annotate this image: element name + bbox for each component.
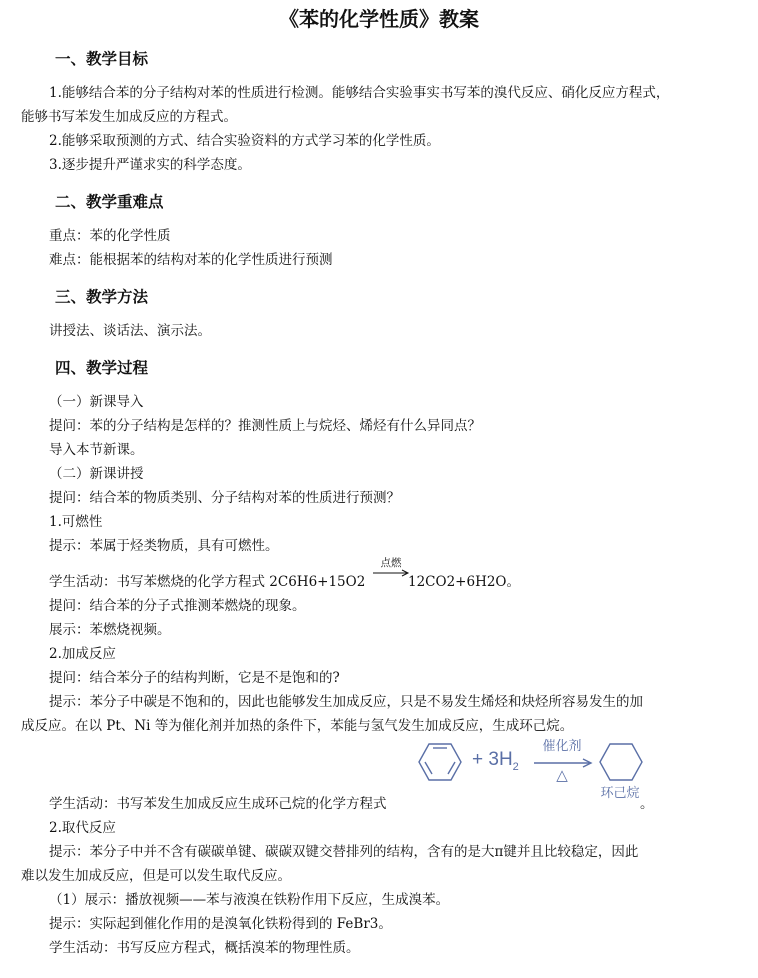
methods-line: 讲授法、谈话法、演示法。 [49, 323, 211, 339]
process-line: 提示：苯分子中并不含有碳碳单键、碳碳双键交替排列的结构，含有的是大π键并且比较稳定，因此 [49, 844, 639, 860]
section-heading-methods: 三、教学方法 [55, 287, 149, 306]
hydrogenation-reaction-diagram [414, 736, 646, 808]
process-line: （二）新课讲授 [49, 466, 144, 482]
goal-line-1-cont: 能够书写苯发生加成反应的方程式。 [21, 109, 237, 125]
process-line: 学生活动：书写苯发生加成反应生成环己烷的化学方程式 [49, 796, 387, 812]
goal-line-2: 2.能够采取预测的方式、结合实验资料的方式学习苯的化学性质。 [49, 133, 440, 149]
reagent-hydrogen [472, 749, 519, 778]
combustion-equation-left: 学生活动：书写苯燃烧的化学方程式 2C6H6+15O2 [49, 574, 366, 590]
process-line: 提问：结合苯的物质类别、分子结构对苯的性质进行预测？ [49, 490, 400, 506]
process-line: 提示：实际起到催化作用的是溴氧化铁粉得到的 FeBr3。 [49, 916, 392, 932]
combustion-condition: 点燃 [380, 557, 402, 569]
process-line: 提问：结合苯的分子式推测苯燃烧的现象。 [49, 598, 306, 614]
process-line: 导入本节新课。 [49, 442, 144, 458]
process-line: 2.取代反应 [49, 820, 116, 836]
reagent-subscript: 2 [512, 760, 519, 773]
benzene-ring-icon [419, 744, 461, 780]
process-line: 提问：苯的分子结构是怎样的？推测性质上与烷烃、烯烃有什么异同点？ [49, 418, 481, 434]
goal-line-3: 3.逐步提升严谨求实的科学态度。 [49, 157, 251, 173]
combustion-equation-right: 12CO2+6H2O。 [408, 574, 520, 590]
catalyst-label: 催化剂 [542, 739, 582, 754]
section-heading-process: 四、教学过程 [55, 358, 149, 377]
difficulty-line: 难点：能根据苯的结构对苯的化学性质进行预测 [49, 252, 333, 268]
process-line: （一）新课导入 [49, 394, 144, 410]
heat-symbol: △ [556, 766, 568, 784]
section-heading-goals: 一、教学目标 [55, 49, 149, 68]
section-heading-key-points: 二、教学重难点 [55, 192, 164, 211]
process-line: 提示：苯属于烃类物质，具有可燃性。 [49, 538, 279, 554]
cyclohexane-ring-icon [600, 744, 642, 780]
page-title: 《苯的化学性质》教案 [279, 7, 479, 31]
process-line: 提示：苯分子中碳是不饱和的，因此也能够发生加成反应，只是不易发生烯烃和炔烃所容易发生的加 [49, 694, 643, 710]
combustion-arrow [371, 557, 411, 581]
arrow-icon [371, 569, 411, 579]
process-line: 学生活动：书写反应方程式，概括溴苯的物理性质。 [49, 940, 360, 956]
goal-line-1: 1.能够结合苯的分子结构对苯的性质进行检测。能够结合实验事实书写苯的溴代反应、硝化反应方程式， [49, 85, 670, 101]
process-line: （1）展示：播放视频——苯与液溴在铁粉作用下反应，生成溴苯。 [49, 892, 450, 908]
process-line: 提问：结合苯分子的结构判断，它是不是饱和的? [49, 670, 340, 686]
period-mark: 。 [640, 796, 654, 812]
process-line: 成反应。在以 Pt、Ni 等为催化剂并加热的条件下，苯能与氢气发生加成反应，生成环己烷。 [21, 718, 574, 734]
reagent-text: + 3H [472, 749, 513, 770]
key-point-line: 重点：苯的化学性质 [49, 228, 171, 244]
process-line: 2.加成反应 [49, 646, 116, 662]
process-line: 展示：苯燃烧视频。 [49, 622, 171, 638]
product-label: 环己烷 [600, 786, 640, 801]
process-line: 1.可燃性 [49, 514, 103, 530]
process-line: 难以发生加成反应，但是可以发生取代反应。 [21, 868, 291, 884]
